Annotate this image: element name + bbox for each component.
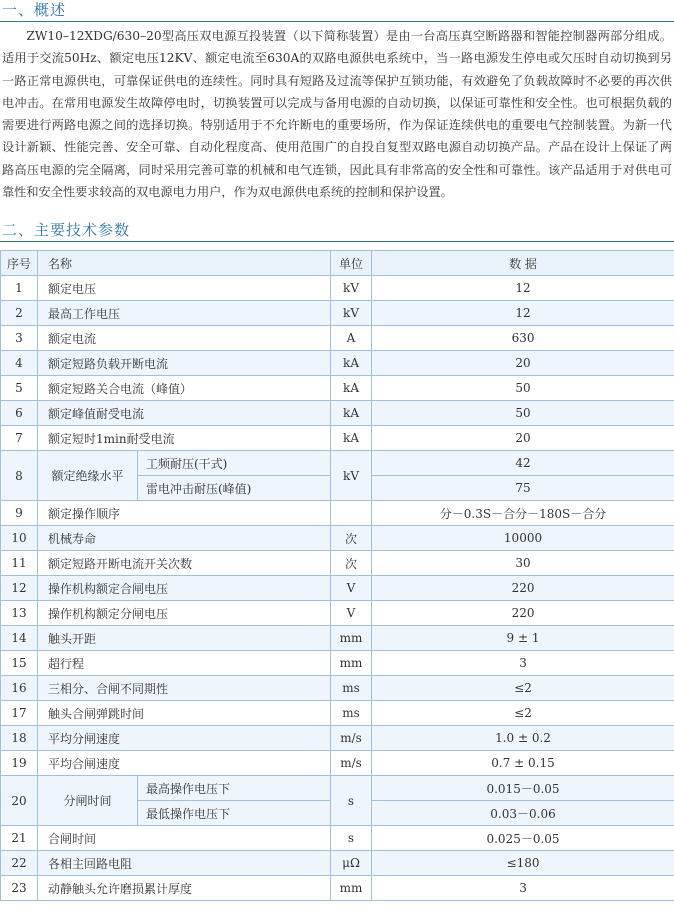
table-row bbox=[1, 826, 674, 851]
row-unit: mm bbox=[331, 876, 372, 901]
table-header-row bbox=[1, 251, 674, 276]
row-unit: μΩ bbox=[331, 851, 372, 876]
row-value: 50 bbox=[372, 401, 674, 426]
table-row bbox=[1, 301, 674, 326]
row-value: 0.03－0.06 bbox=[372, 801, 674, 826]
row-name: 各相主回路电阻 bbox=[38, 851, 331, 876]
table-row bbox=[1, 401, 674, 426]
section-divider bbox=[0, 21, 674, 22]
row-unit bbox=[331, 501, 372, 526]
table-row bbox=[1, 576, 674, 601]
row-value: 50 bbox=[372, 376, 674, 401]
header-unit: 单位 bbox=[331, 251, 372, 276]
row-subname: 工频耐压(干式) bbox=[138, 451, 331, 476]
row-value: 10000 bbox=[372, 526, 674, 551]
row-subname: 雷电冲击耐压(峰值) bbox=[138, 476, 331, 501]
row-no: 1 bbox=[1, 276, 38, 301]
table-row bbox=[1, 426, 674, 451]
row-no: 19 bbox=[1, 751, 38, 776]
row-unit: 次 bbox=[331, 526, 372, 551]
row-unit: s bbox=[331, 776, 372, 826]
table-row bbox=[1, 501, 674, 526]
row-unit: kA bbox=[331, 401, 372, 426]
row-unit: mm bbox=[331, 626, 372, 651]
row-no: 21 bbox=[1, 826, 38, 851]
row-name: 超行程 bbox=[38, 651, 331, 676]
row-value: ≤2 bbox=[372, 676, 674, 701]
row-name: 额定短路开断电流开关次数 bbox=[38, 551, 331, 576]
row-name: 触头合闸弹跳时间 bbox=[38, 701, 331, 726]
row-no: 6 bbox=[1, 401, 38, 426]
row-unit: kA bbox=[331, 376, 372, 401]
row-name: 额定峰值耐受电流 bbox=[38, 401, 331, 426]
row-unit: A bbox=[331, 326, 372, 351]
row-value: 630 bbox=[372, 326, 674, 351]
row-unit: kV bbox=[331, 301, 372, 326]
row-unit: m/s bbox=[331, 751, 372, 776]
row-unit: m/s bbox=[331, 726, 372, 751]
row-no: 7 bbox=[1, 426, 38, 451]
row-unit: V bbox=[331, 576, 372, 601]
row-value: 0.7 ± 0.15 bbox=[372, 751, 674, 776]
row-unit: 次 bbox=[331, 551, 372, 576]
row-no: 11 bbox=[1, 551, 38, 576]
row-subname: 最低操作电压下 bbox=[138, 801, 331, 826]
row-name: 最高工作电压 bbox=[38, 301, 331, 326]
row-value: 20 bbox=[372, 351, 674, 376]
row-no: 15 bbox=[1, 651, 38, 676]
table-row bbox=[1, 626, 674, 651]
row-name: 额定短路负载开断电流 bbox=[38, 351, 331, 376]
table-row bbox=[1, 751, 674, 776]
spec-table bbox=[0, 250, 674, 901]
table-row bbox=[1, 701, 674, 726]
row-value: 30 bbox=[372, 551, 674, 576]
row-unit: ms bbox=[331, 701, 372, 726]
row-unit: kV bbox=[331, 451, 372, 501]
row-name: 三相分、合闸不同期性 bbox=[38, 676, 331, 701]
table-row bbox=[1, 651, 674, 676]
row-value: 220 bbox=[372, 576, 674, 601]
row-name: 额定短路关合电流（峰值） bbox=[38, 376, 331, 401]
section-overview-header bbox=[0, 0, 674, 22]
row-no: 2 bbox=[1, 301, 38, 326]
row-no: 14 bbox=[1, 626, 38, 651]
table-row bbox=[1, 276, 674, 301]
row-name: 操作机构额定分闸电压 bbox=[38, 601, 331, 626]
row-value: 9 ± 1 bbox=[372, 626, 674, 651]
row-unit: kV bbox=[331, 276, 372, 301]
row-unit: ms bbox=[331, 676, 372, 701]
row-value: 75 bbox=[372, 476, 674, 501]
table-row bbox=[1, 376, 674, 401]
row-no: 23 bbox=[1, 876, 38, 901]
table-row bbox=[1, 601, 674, 626]
row-name: 额定短时1min耐受电流 bbox=[38, 426, 331, 451]
row-no: 3 bbox=[1, 326, 38, 351]
row-name: 额定绝缘水平 bbox=[38, 451, 138, 501]
table-row bbox=[1, 726, 674, 751]
section-params-title: 二、主要技术参数 bbox=[2, 221, 131, 239]
row-value: 3 bbox=[372, 876, 674, 901]
row-name: 额定电压 bbox=[38, 276, 331, 301]
row-name: 操作机构额定合闸电压 bbox=[38, 576, 331, 601]
table-row bbox=[1, 876, 674, 901]
row-name: 平均分闸速度 bbox=[38, 726, 331, 751]
row-unit: kA bbox=[331, 351, 372, 376]
overview-paragraph: ZW10–12XDG/630–20型高压双电源互投装置（以下简称装置）是由一台高压真空断路器和智能控制器两部分组成。适用于交流50Hz、额定电压12KV、额定电流至630A的双路电源供电系统中，当一路电源发生停电或欠压时自动切换到另一路正常电源供电，可靠保证供电的连续性。同时具有短路及过流等保护互锁功能，有效避免了负载故障时不必要的再次供电冲击。在常用电源发生故障停电时，切换装置可以完成与备用电源的自动切换，以保证可靠性和安全性。也可根据负载的需要进行两路电源之间的选择切换。特别适用于不允许断电的重要场所，作为保证连续供电的重要电气控制装置。为新一代设计新颖、性能完善、安全可靠、自动化程度高、使用范围广的自投自复型双路电源自动切换产品。产品在设计上保证了两路高压电源的完全隔离，同时采用完善可靠的机械和电气连锁，因此具有非常高的安全性和可靠性。该产品适用于对供电可靠性和安全性要求较高的双电源电力用户，作为双电源供电系统的控制和保护设置。 bbox=[2, 29, 672, 200]
row-unit: kA bbox=[331, 426, 372, 451]
row-value: 分－0.3S－合分－180S－合分 bbox=[372, 501, 674, 526]
table-row bbox=[1, 676, 674, 701]
row-subname: 最高操作电压下 bbox=[138, 776, 331, 801]
row-no: 13 bbox=[1, 601, 38, 626]
header-no: 序号 bbox=[1, 251, 38, 276]
section-params-header bbox=[0, 220, 674, 242]
table-row bbox=[1, 526, 674, 551]
overview-text bbox=[2, 25, 672, 203]
row-no: 18 bbox=[1, 726, 38, 751]
row-value: 42 bbox=[372, 451, 674, 476]
row-name: 触头开距 bbox=[38, 626, 331, 651]
header-name: 名称 bbox=[38, 251, 331, 276]
table-row bbox=[1, 776, 674, 801]
row-unit: mm bbox=[331, 651, 372, 676]
row-name: 额定电流 bbox=[38, 326, 331, 351]
row-no: 22 bbox=[1, 851, 38, 876]
row-name: 平均合闸速度 bbox=[38, 751, 331, 776]
header-data: 数 据 bbox=[372, 251, 674, 276]
row-no: 17 bbox=[1, 701, 38, 726]
row-name: 机械寿命 bbox=[38, 526, 331, 551]
section-overview-title: 一、概述 bbox=[2, 1, 67, 19]
row-unit: s bbox=[331, 826, 372, 851]
section-divider bbox=[0, 241, 674, 242]
row-no: 8 bbox=[1, 451, 38, 501]
row-value: 0.025－0.05 bbox=[372, 826, 674, 851]
row-value: ≤180 bbox=[372, 851, 674, 876]
row-name: 额定操作顺序 bbox=[38, 501, 331, 526]
row-value: 1.0 ± 0.2 bbox=[372, 726, 674, 751]
row-no: 9 bbox=[1, 501, 38, 526]
row-value: ≤2 bbox=[372, 701, 674, 726]
row-name: 分闸时间 bbox=[38, 776, 138, 826]
table-row bbox=[1, 351, 674, 376]
row-no: 10 bbox=[1, 526, 38, 551]
row-no: 16 bbox=[1, 676, 38, 701]
row-unit: V bbox=[331, 601, 372, 626]
row-no: 12 bbox=[1, 576, 38, 601]
row-name: 动静触头允许磨损累计厚度 bbox=[38, 876, 331, 901]
row-value: 20 bbox=[372, 426, 674, 451]
row-value: 12 bbox=[372, 276, 674, 301]
row-name: 合闸时间 bbox=[38, 826, 331, 851]
row-no: 20 bbox=[1, 776, 38, 826]
table-row bbox=[1, 326, 674, 351]
table-row bbox=[1, 851, 674, 876]
row-value: 220 bbox=[372, 601, 674, 626]
row-value: 12 bbox=[372, 301, 674, 326]
row-value: 0.015－0.05 bbox=[372, 776, 674, 801]
table-row bbox=[1, 451, 674, 476]
row-value: 3 bbox=[372, 651, 674, 676]
row-no: 5 bbox=[1, 376, 38, 401]
row-no: 4 bbox=[1, 351, 38, 376]
table-row bbox=[1, 551, 674, 576]
